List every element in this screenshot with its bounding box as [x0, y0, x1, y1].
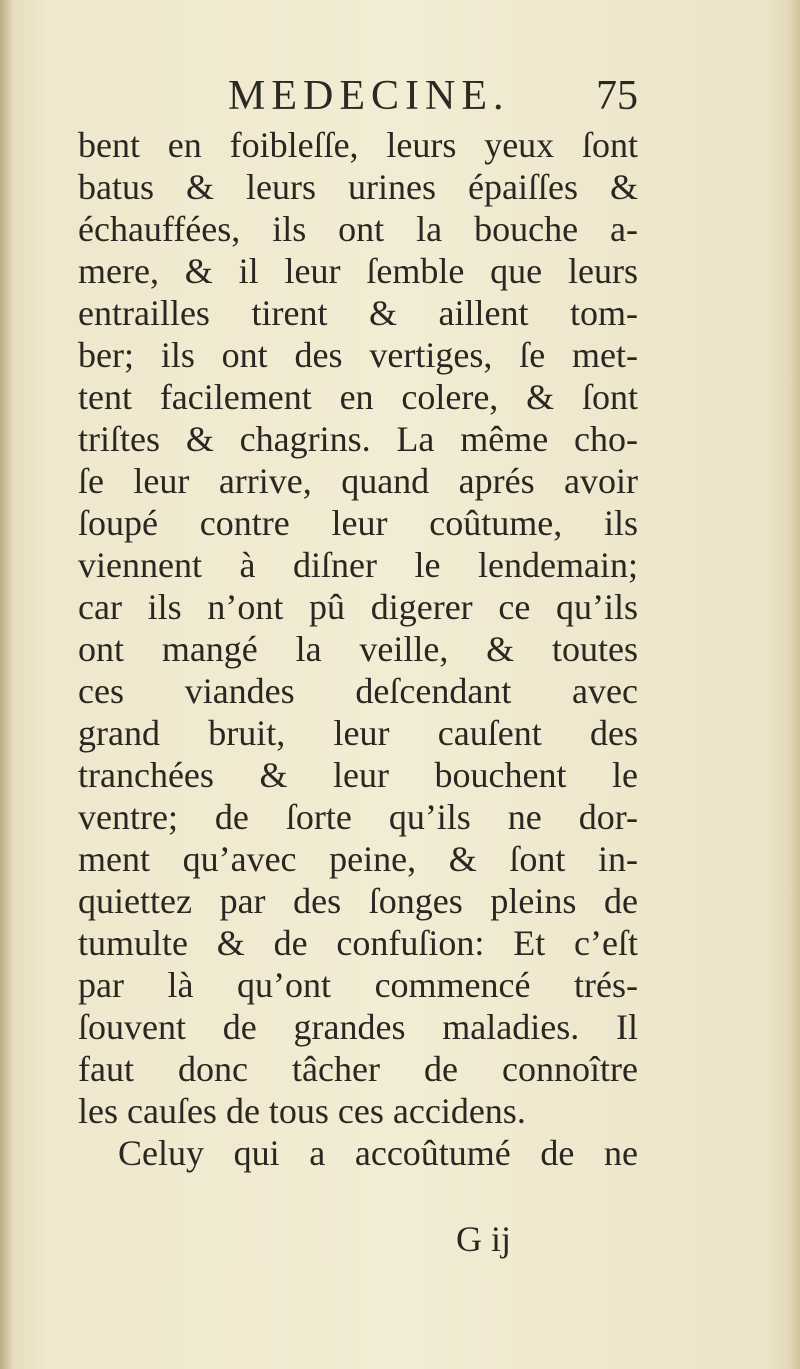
text-line: tranchées & leur bouchent le: [78, 755, 638, 795]
text-line: ment qu’avec peine, & ſont in-: [78, 839, 638, 879]
text-line: triſtes & chagrins. La même cho-: [78, 419, 638, 459]
text-line: entrailles tirent & aillent tom-: [78, 293, 638, 333]
text-line: quiettez par des ſonges pleins de: [78, 881, 638, 921]
running-head: MEDECINE.: [228, 73, 510, 119]
text-line: par là qu’ont commencé trés-: [78, 965, 638, 1005]
text-line: grand bruit, leur cauſent des: [78, 713, 638, 753]
text-line: ber; ils ont des vertiges, ſe met-: [78, 335, 638, 375]
page-edge-shadow: [790, 0, 800, 1369]
page-gutter-shadow: [0, 0, 14, 1369]
text-line: viennent à diſner le lendemain;: [78, 545, 638, 585]
text-line: faut donc tâcher de connoître: [78, 1049, 638, 1089]
text-line-paragraph-start: Celuy qui a accoûtumé de ne: [118, 1133, 638, 1173]
text-line: les cauſes de tous ces accidens.: [78, 1091, 526, 1131]
body-text: [78, 124, 638, 1174]
text-line: batus & leurs urines épaiſſes &: [78, 167, 638, 207]
signature-mark: G ij: [456, 1219, 512, 1259]
text-line: car ils n’ont pû digerer ce qu’ils: [78, 587, 638, 627]
text-line: ventre; de ſorte qu’ils ne dor-: [78, 797, 638, 837]
text-line: bent en foibleſſe, leurs yeux ſont: [78, 125, 638, 165]
text-line: tumulte & de confuſion: Et c’eſt: [78, 923, 638, 963]
text-line: ſe leur arrive, quand aprés avoir: [78, 461, 638, 501]
text-line: échauffées, ils ont la bouche a-: [78, 209, 638, 249]
text-line: ces viandes deſcendant avec: [78, 671, 638, 711]
text-line: ont mangé la veille, & toutes: [78, 629, 638, 669]
text-line: ſouvent de grandes maladies. Il: [78, 1007, 638, 1047]
text-line: tent facilement en colere, & ſont: [78, 377, 638, 417]
text-line: ſoupé contre leur coûtume, ils: [78, 503, 638, 543]
page-header: [78, 72, 638, 122]
text-line: mere, & il leur ſemble que leurs: [78, 251, 638, 291]
page-number: 75: [596, 73, 638, 119]
